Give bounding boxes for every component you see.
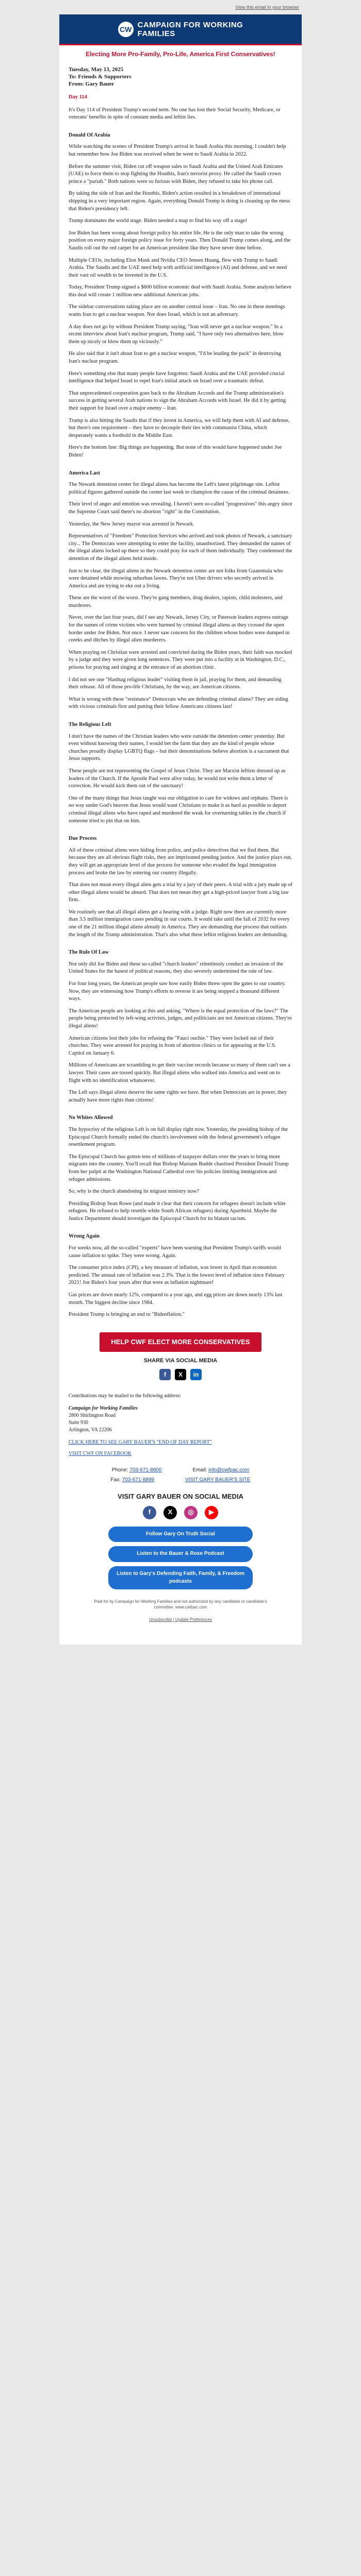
body-paragraph: A day does not go by without President Trump saying, "Iran will never get a nuclear weapon." In a recent interview about Iran's nuclear program, Trump said, "I have only two alternatives here, blow them up nicely or blow them up viciously." — [69, 324, 284, 345]
section-heading: No Whites Allowed — [69, 1115, 113, 1121]
view-in-browser-link[interactable]: View this email in your browser — [235, 5, 299, 10]
body-paragraph: It's Day 114 of President Trump's second term. No one has lost their Social Security, Medicare, or veterans' benefits in spite of constant media and leftist lies. — [69, 107, 281, 121]
body-paragraph: When praying on Christian were arrested and convicted during the Biden years, their faith was mocked by a judge and they were given long sentences. They were put into a facility at in Washington, D.C., prisons for praying and singing at the entrance of an abortion clinic. — [69, 649, 292, 671]
body-paragraph: So, why is the church abandoning its migrant ministry now? — [69, 1189, 200, 1195]
logo — [118, 21, 243, 38]
body-paragraph: Trump is also hitting the Saudis that if they invest in America, we will help them with AI and defense, but there's one requirement – they have to decouple their ties with communist China, which desperately wants a foothold in the Middle East. — [69, 417, 290, 438]
body-paragraph: American citizens lost their jobs for refusing the "Fauci ouchie." They were locked out of their churches. They were arrested for praying in front of abortion clinics or for appearing at the U.S. Capitol on January 6. — [69, 1035, 276, 1056]
section-heading: Due Process — [69, 836, 97, 842]
body-paragraph: These people are not representing the Gospel of Jesus Christ. They are Marxist leftists dressed up as leaders of the Church. If the Apostle Paul were alive today, he would not write them a letter of correction. He would kick them out of the sanctuary! — [69, 768, 286, 789]
body-paragraph: For four long years, the American people saw how easily Biden threw open the gates to our country. Now, they are witnessing how Trump's efforts to reverse it are being stopped a thousand different ways. — [69, 981, 286, 1002]
body-paragraph: The sidebar conversations taking place are on another central issue – Iran. No one in these meetings wants Iran to get a nuclear weapon. Nor does Israel, which is not an adversary. — [69, 304, 285, 318]
top-bar — [0, 0, 361, 14]
sections — [69, 107, 292, 1319]
section-heading: Donald Of Arabia — [69, 132, 110, 138]
body-paragraph: Gas prices are down nearly 12%, compared to a year ago, and egg prices are down nearly 13% last month. The biggest decline since 1984. — [69, 1292, 283, 1306]
donate-cta-button[interactable]: HELP CWF ELECT MORE CONSERVATIVES — [100, 1332, 261, 1352]
body-paragraph: Not only did Joe Biden and these so-called "church leaders" relentlessly conduct an invasion of the United States for the basest of political reasons, they also severely undermined the rule of law. — [69, 961, 283, 975]
logo-line1: CAMPAIGN FOR WORKING — [137, 20, 243, 29]
header-date: Tuesday, May 13, 2025 — [69, 66, 124, 73]
body-paragraph: What is wrong with these "resistance" Democrats who are defending criminal aliens? They are siding with vicious criminals first and putting their fellow Americans citizens last! — [69, 696, 288, 710]
body-paragraph: The hypocrisy of the religious Left is on full display right now. Yesterday, the presiding bishop of the Episcopal Church formally ended the church's involvement with the federal government's refugee resettlement program. — [69, 1126, 288, 1148]
facebook-icon[interactable]: f — [159, 1369, 171, 1380]
bauer-rose-podcast-button[interactable]: Listen to the Bauer & Rose Podcast — [108, 1546, 253, 1562]
body-paragraph: I did not see one "Hashtag religious leader" visiting them in jail, praying for them, and demanding their release. All of those pro-life Christians, by the way, are American citizens. — [69, 676, 282, 690]
unsubscribe-links: Unsubscribe | Update Preferences — [149, 1617, 212, 1622]
body-paragraph: Before the summer visit, Biden cut off weapon sales to Saudi Arabia and the United Arab Emirates (UAE) to force them to stop fighting the Houthis, Iran's terrorist proxy. He called the Saudi crown prince a "pariah." Both nations were so furious with Biden, they refused to take his phone call. — [69, 163, 283, 184]
share-title: SHARE VIA SOCIAL MEDIA — [143, 1358, 218, 1364]
body-paragraph: The Episcopal Church has gotten tens of millions of taxpayer dollars over the years to bring more migrants into the country. You'll recall that Bishop Mariann Budde chastised President Donald Trump from her pulpit at the Washington National Cathedral over his policies limiting immigration and refugee admissions. — [69, 1154, 289, 1182]
header-banner — [59, 14, 302, 45]
fax-link[interactable]: 703-671-8899 — [122, 1477, 155, 1483]
x-twitter-icon[interactable]: X — [163, 1506, 177, 1519]
body-paragraph: These are the worst of the worst. They're gang members, drug dealers, rapists, child molesters, and murderers. — [69, 595, 283, 608]
body-paragraph: By taking the side of Iran and the Houthis, Biden's action resulted in a breakdown of international shipping in a very important region. Again, everything Donald Trump is doing is cleaning up the mess that Biden's presidency left. — [69, 191, 290, 212]
body-paragraph: Joe Biden has been wrong about foreign policy his entire life. He is the only man to take the wrong position on every major foreign policy issue for forty years. Then Donald Trump comes along, and the Saudis roll out the red carpet for an American president like they have never done before. — [69, 230, 291, 251]
body-paragraph: I don't have the names of the Christian leaders who were outside the detention center yesterday. But even without knowing their names, I would bet the farm that they are the kind of people whose churches proudly display LGBTQ flags – but their denominations believe abortion is a sacrament that Jesus supports. — [69, 733, 289, 762]
body-paragraph: Trump dominates the world stage. Biden needed a map to find his way off a stage! — [69, 218, 248, 224]
body-paragraph: Today, President Trump signed a $600 billion economic deal with Saudi Arabia. Some analysts believe this deal will create 1 million new additional American jobs. — [69, 284, 291, 298]
body-paragraph: The Left says illegal aliens deserve the same rights we have. But when Democrats are in power, they actually have more rights than citizens! — [69, 1090, 287, 1103]
truth-social-button[interactable]: Follow Gary On Truth Social — [108, 1527, 253, 1543]
body-paragraph: That does not mean every illegal alien gets a trial by a jury of their peers. A trial with a jury made up of other illegal aliens would be absurd. That does not mean they get a high-priced lawyer from a big law firm. — [69, 882, 292, 903]
logo-line2: FAMILIES — [137, 29, 175, 38]
end-of-day-report-link[interactable]: CLICK HERE TO SEE GARY BAUER'S "END OF DAY REPORT" — [69, 1439, 212, 1445]
contrib-text: Contributions may be mailed to the following address: — [69, 1393, 182, 1399]
section-heading: The Rule Of Law — [69, 950, 109, 956]
facebook-icon[interactable]: f — [143, 1506, 156, 1519]
email-sheet — [59, 14, 302, 1645]
body-paragraph: That unprecedented cooperation goes back to the Abraham Accords and the Trump administration's success in getting several Arab nations to sign the Abraham Accords with Israel. He did it by getting their support for Israel over a major enemy – Iran. — [69, 390, 286, 411]
header-from: From: Gary Bauer — [69, 81, 114, 87]
body-paragraph: Yesterday, the New Jersey mayor was arrested in Newark. — [69, 521, 194, 527]
linkedin-icon[interactable]: in — [190, 1369, 202, 1380]
instagram-icon[interactable]: ◎ — [184, 1506, 198, 1519]
contact-info: Phone: 703-671-8800 Email: info@cwfpac.com Fax: 703-671-8899 VISIT GARY BAUER'S SITE — [110, 1467, 251, 1483]
tagline: Electing More Pro-Family, Pro-Life, America First Conservatives! — [86, 50, 275, 58]
mailing-address: Campaign for Working Families 2800 Shirlington Road Suite 930 Arlington, VA 22206 — [69, 1405, 138, 1433]
body-paragraph: The Newark detention center for illegal aliens has become the Left's latest pilgrimage site. Leftist political figures gathered outside the center last week to champion the cause of the criminal detainees. — [69, 482, 290, 495]
body-paragraph: Just to be clear, the illegal aliens in the Newark detention center are not folks from Guatemala who were detained while mowing suburban lawns. They're not Uber drivers who secretly arrived in America and are trying to eke out a living. — [69, 568, 283, 589]
share-social-row — [69, 1369, 292, 1380]
visit-site-link[interactable]: VISIT GARY BAUER'S SITE — [185, 1477, 251, 1483]
body-paragraph: The American people are looking at this and asking, "Where is the equal protection of the laws?" The people being protected by left-wing activists, judges, and politicians are not American citizens. They're illegal aliens! — [69, 1008, 292, 1029]
faith-family-podcast-button[interactable]: Listen to Gary's Defending Faith, Family, & Freedom podcasts — [108, 1566, 253, 1589]
day-counter: Day 114 — [69, 94, 87, 100]
body-paragraph: Never, over the last four years, did I see any Newark, Jersey City, or Paterson leaders express outrage for the names of crime victims who were harmed by criminal illegal aliens as they crossed the open border under Joe Biden. Not once. I never saw concern for the children whose bodies were dumped in creeks and ditches by illegal alien murderers. — [69, 615, 290, 643]
email-link[interactable]: info@cwfpac.com — [208, 1467, 250, 1473]
facebook-page-link[interactable]: VISIT CWF ON FACEBOOK — [69, 1451, 132, 1456]
body-paragraph: While watching the scenes of President Trump's arrival in Saudi Arabia this morning, I couldn't help but remember how Joe Biden was received when he went to Saudi Arabia in 2022. — [69, 144, 286, 157]
gary-social-row — [69, 1506, 292, 1519]
footer — [69, 1393, 292, 1458]
header-to: To: Friends & Supporters — [69, 74, 132, 80]
body-paragraph: All of these criminal aliens were hiding from police, and police detectives that we find them. But because they are all obvious flight risks, they are imprisoned pending justice. And the justice plays out, they will get an appropriate level of due process for someone who evaded the legal immigration process and broke the law by entering our country illegally. — [69, 847, 292, 876]
body-paragraph: He also said that it isn't about Iran to get a nuclear weapon, "I'd be leading the pack" in destroying Iran's nuclear program. — [69, 351, 281, 365]
body-paragraph: Here's the bottom line: Big things are happening. But none of this would have happened under Joe Biden! — [69, 445, 282, 458]
body-paragraph: Presiding Bishop Sean Rowe (and made it clear that their concern for refugees doesn't include white refugees. He refused to help resettle white South African refugees) during Apartheid. Maybe the Justice Department should investigate the Episcopal Church for its blatant racism. — [69, 1200, 286, 1222]
body-paragraph: Multiple CEOs, including Elon Musk and Nvidia CEO Jensen Huang, flew with Trump to Saudi Arabia. The Saudis and the UAE need help with artificial intelligence (AI) and defense, and we need their vast oil wealth to be invested in the U.S. — [69, 257, 287, 278]
body-paragraph: Representatives of "Freedom" Protection Services who arrived and took photos of Newark, a sanctuary city... The Democrats were attempting to enter the facility, unauthorized. They demanded the names of the illegal aliens locked up there so they could pray for each of them individually. They condemned the detention of the illegal aliens held inside. — [69, 533, 292, 562]
section-heading: America Last — [69, 470, 100, 476]
body-paragraph: The consumer price index (CPI), a key measure of inflation, was lower in April than economists predicted. The annual rate of inflation was 2.3%. That is the lowest level of inflation since February 2021! Joe Biden's four years after that were as inflation nightmare! — [69, 1265, 285, 1286]
body-paragraph: President Trump is bringing an end to "Bidenflation." — [69, 1312, 185, 1318]
email-body — [59, 62, 302, 1624]
youtube-icon[interactable]: ▶ — [205, 1506, 218, 1519]
x-twitter-icon[interactable]: X — [175, 1369, 186, 1380]
body-paragraph: One of the many things that Jesus taught was our obligation to care for widows and orphans. There is no way under God's heaven that Jesus would want Christians to make it as hard as possible to deport criminal illegal aliens who have raped and murdered the weak for overturning tables in the church if someone tried to pin that on him. — [69, 795, 288, 824]
section-heading: Wrong Again — [69, 1233, 100, 1240]
visit-social-title: VISIT GARY BAUER ON SOCIAL MEDIA — [118, 1493, 243, 1501]
phone-link[interactable]: 703-671-8800 — [129, 1467, 162, 1473]
section-heading: The Religious Left — [69, 722, 111, 727]
body-paragraph: Millions of Americans are scrambling to get their vaccine records because so many of them can't see a lawyer. Their cases are tossed quickly. But illegal aliens who walked into America and went on to flight with no identification whatsoever. — [69, 1062, 290, 1083]
body-paragraph: Their level of anger and emotion was revealing. I haven't seen so-called "progressives" this angry since the Supreme Court said there's no abortion "right" in the Constitution. — [69, 501, 292, 515]
logo-mark-icon: CW — [118, 22, 134, 37]
body-paragraph: Here's something else that many people have forgotten: Saudi Arabia and the UAE provided crucial intelligence that helped Israel to repel Iran's initial attack on Israel over a traumatic defeat. — [69, 370, 285, 384]
paid-for-disclaimer: Paid for by Campaign for Working Families and not authorized by any candidate or candidate's committee. www.cwfpac.com — [94, 1599, 267, 1610]
body-paragraph: We routinely see that all illegal aliens get a hearing with a judge. Right now there are currently more than 3.5 million immigration cases pending in our courts. It would take until the fall of 2032 for every one of the 21 million illegal aliens already in America. They are demanding due process that outlasts the length of the Trump administration. That's also what these leftist religious leaders are demanding. — [69, 909, 290, 938]
body-paragraph: For weeks now, all the so-called "experts" have been warning that President Trump's tariffs would cause inflation to spike. They were wrong. Again. — [69, 1245, 281, 1259]
